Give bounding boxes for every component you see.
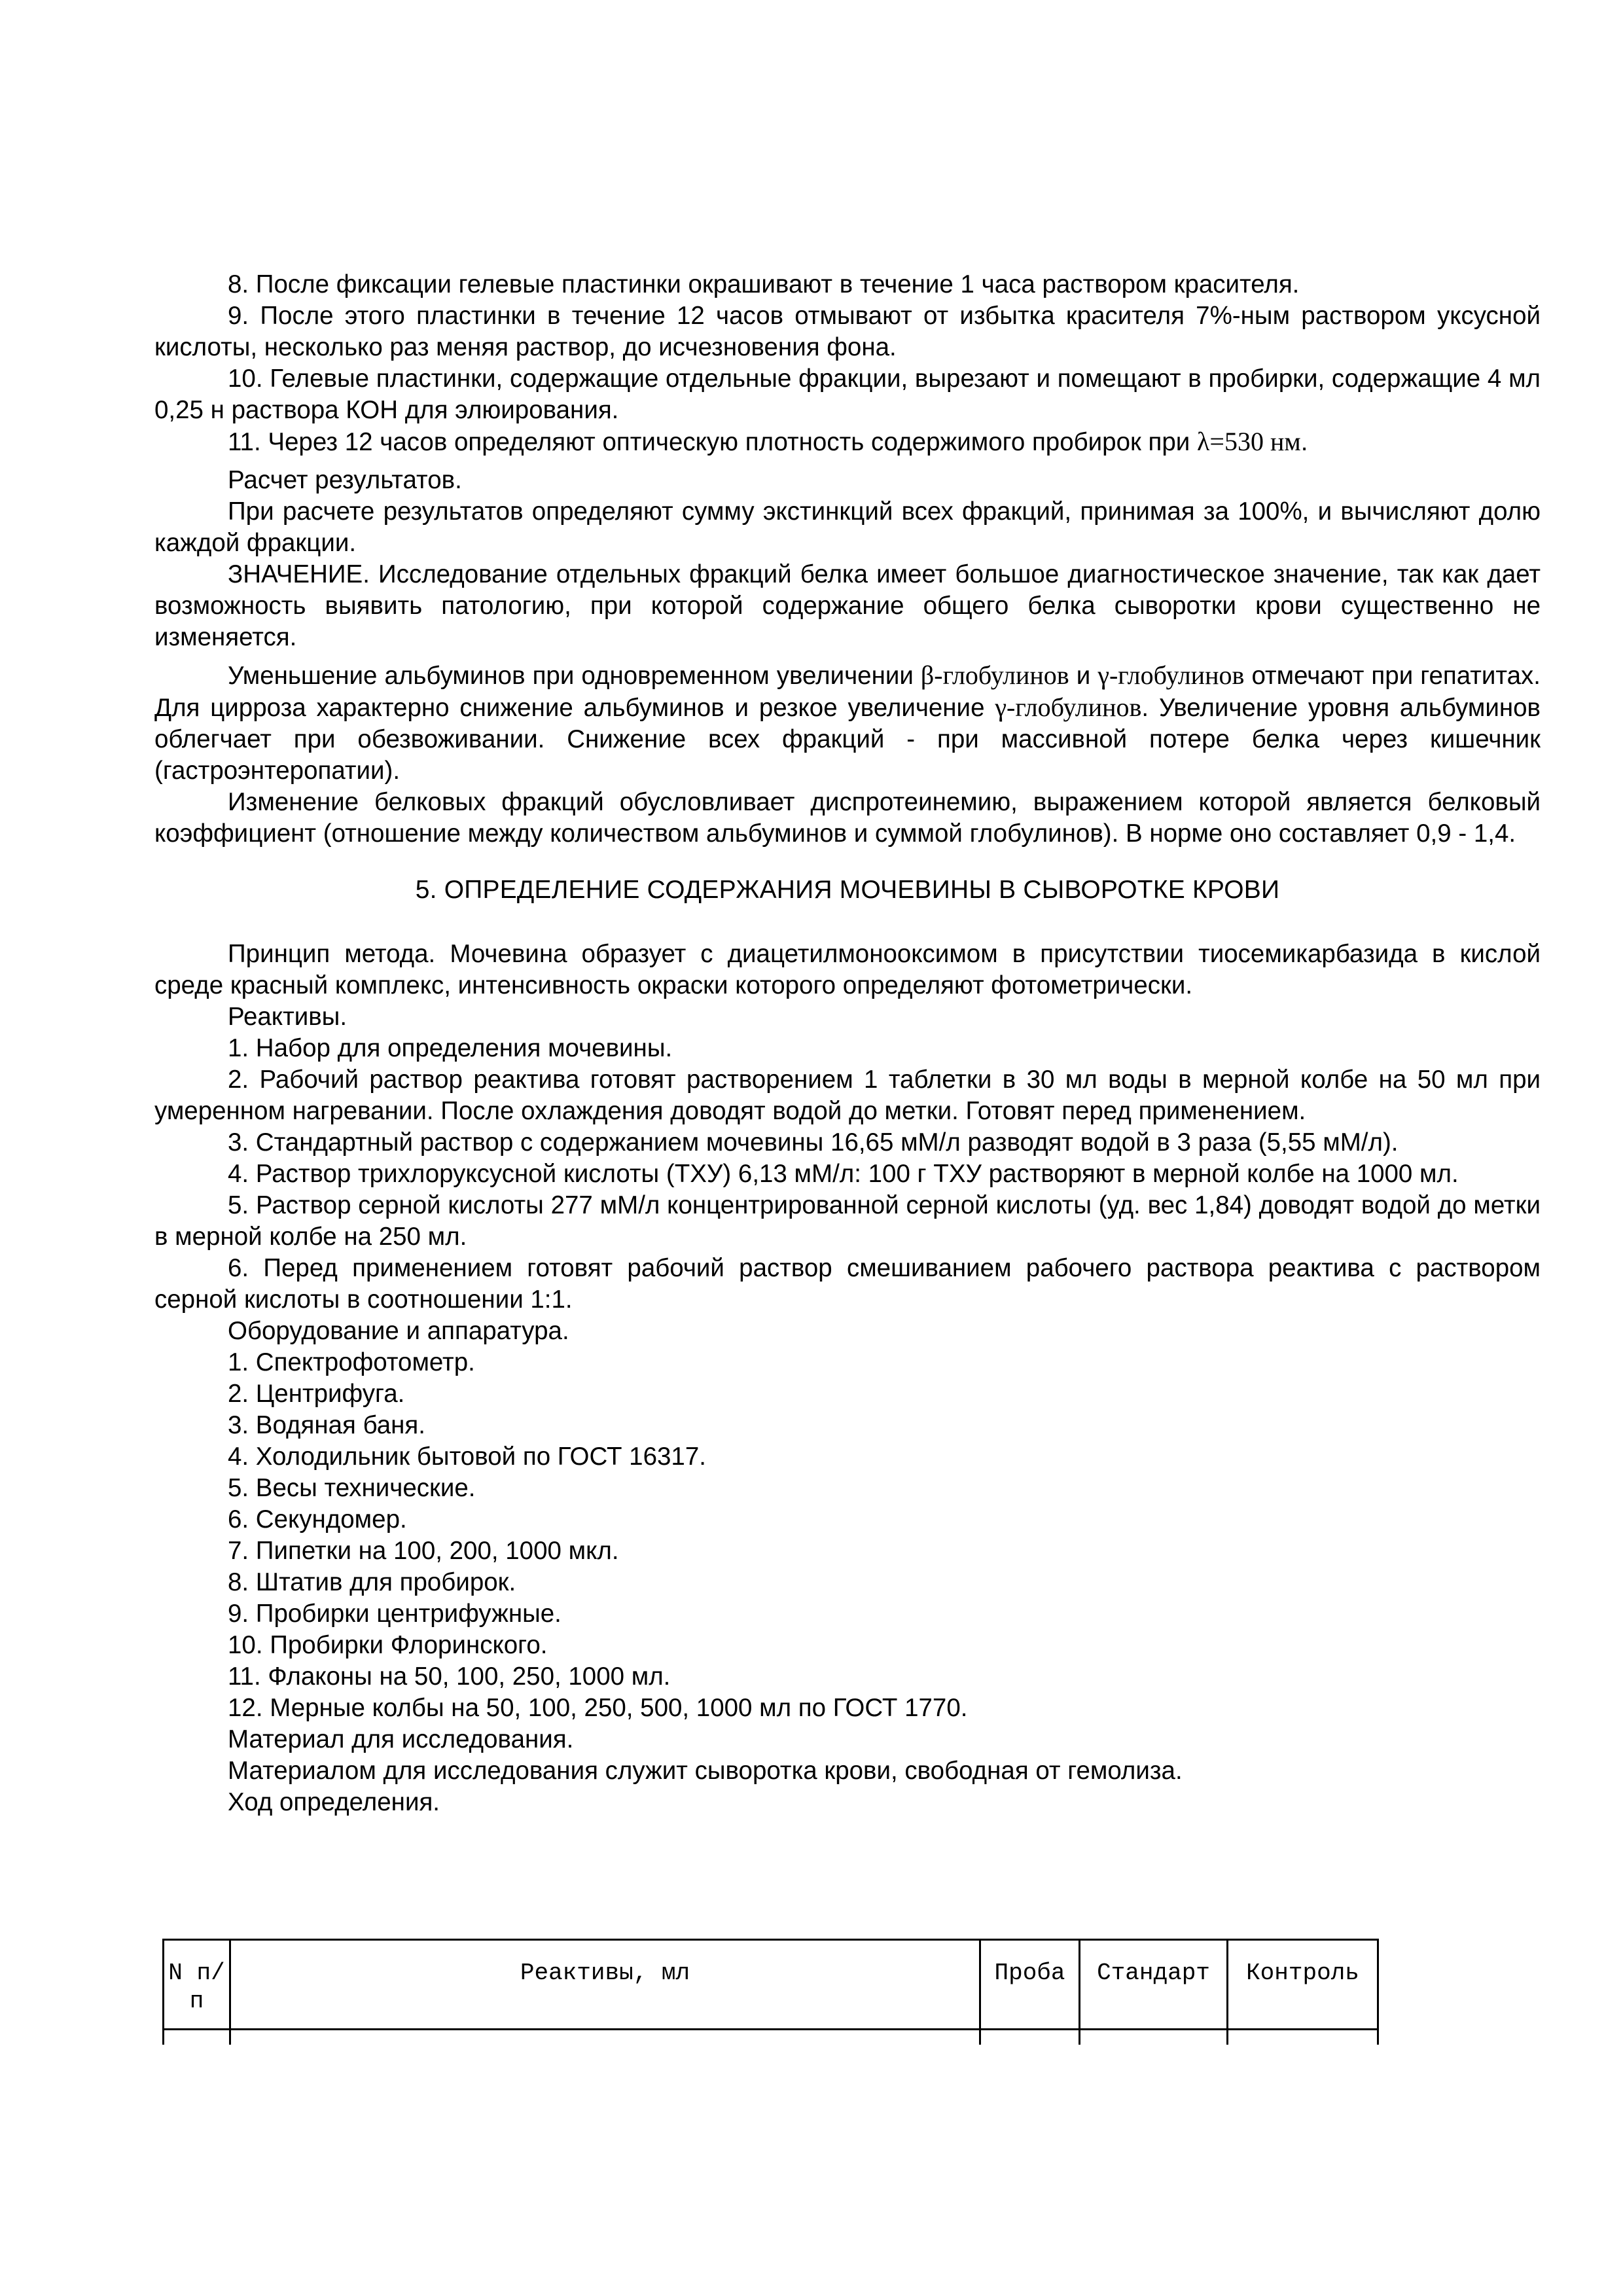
table-cell bbox=[1080, 2030, 1228, 2045]
reagent-item: 6. Перед применением готовят рабочий раствор смешиванием рабочего раствора реактива с раствором серной кислоты в соотношении 1:1. bbox=[154, 1254, 1541, 1314]
table-row bbox=[164, 2030, 1378, 2045]
beta-globulins: β-глобулинов bbox=[920, 660, 1069, 690]
equipment-title: Оборудование и аппаратура. bbox=[228, 1317, 569, 1345]
paragraph-step-11 bbox=[154, 426, 1541, 458]
document-body bbox=[154, 269, 1541, 1818]
paragraph-step-10: 10. Гелевые пластинки, содержащие отдельные фракции, вырезают и помещают в пробирки, содержащие 4 мл 0,25 н раствора КОН для элюирования. bbox=[154, 365, 1541, 424]
equipment-item: 8. Штатив для пробирок. bbox=[228, 1568, 516, 1596]
equipment-item: 1. Спектрофотометр. bbox=[228, 1348, 475, 1376]
principle-text: Принцип метода. Мочевина образует с диацетилмонооксимом в присутствии тиосемикарбазида в кислой среде красный комплекс, интенсивность окраски которого определяют фотометрически. bbox=[154, 940, 1541, 999]
paragraph-step-8: 8. После фиксации гелевые пластинки окрашивают в течение 1 часа раствором красителя. bbox=[228, 270, 1300, 298]
equipment-item: 3. Водяная баня. bbox=[228, 1411, 425, 1439]
procedure-title: Ход определения. bbox=[228, 1788, 440, 1816]
reagent-item: 5. Раствор серной кислоты 277 мМ/л концентрированной серной кислоты (уд. вес 1,84) доводят водой до метки в мерной колбе на 250 мл. bbox=[154, 1191, 1541, 1251]
header-reagents: Реактивы, мл bbox=[230, 1940, 980, 2030]
equipment-item: 7. Пипетки на 100, 200, 1000 мкл. bbox=[228, 1537, 619, 1565]
albumin-text-1: Уменьшение альбуминов при одновременном увеличении bbox=[228, 662, 914, 690]
albumin-paragraph bbox=[154, 660, 1541, 787]
equipment-item: 5. Весы технические. bbox=[228, 1474, 476, 1502]
table-header-row bbox=[164, 1940, 1378, 2030]
step-11-end: . bbox=[1300, 428, 1308, 456]
reagents-title: Реактивы. bbox=[228, 1003, 348, 1031]
paragraph-step-9: 9. После этого пластинки в течение 12 часов отмывают от избытка красителя 7%-ным раствором уксусной кислоты, несколько раз меняя раствор, до исчезновения фона. bbox=[154, 302, 1541, 361]
material-title: Материал для исследования. bbox=[228, 1725, 574, 1753]
reagent-item: 3. Стандартный раствор с содержанием мочевины 16,65 мМ/л разводят водой в 3 раза (5,55 мМ/л). bbox=[228, 1128, 1399, 1157]
gamma-globulins-1: γ-глобулинов bbox=[1097, 660, 1245, 690]
dysproteinemia-text: Изменение белковых фракций обусловливает диспротеинемию, выражением которой является белковый коэффициент (отношение между количеством альбуминов и суммой глобулинов). В норме оно составляет 0,9 - 1,4. bbox=[154, 788, 1541, 848]
calc-title: Расчет результатов. bbox=[228, 466, 462, 494]
equipment-item: 2. Центрифуга. bbox=[228, 1380, 405, 1408]
header-sample: Проба bbox=[980, 1940, 1080, 2030]
reagent-item: 4. Раствор трихлоруксусной кислоты (ТХУ) 6,13 мМ/л: 100 г ТХУ растворяют в мерной колбе на 1000 мл. bbox=[228, 1160, 1459, 1188]
table-cell bbox=[980, 2030, 1080, 2045]
calc-text: При расчете результатов определяют сумму экстинкций всех фракций, принимая за 100%, и вычисляют долю каждой фракции. bbox=[154, 497, 1541, 557]
reagent-item: 1. Набор для определения мочевины. bbox=[228, 1034, 673, 1062]
reagent-item: 2. Рабочий раствор реактива готовят растворением 1 таблетки в 30 мл воды в мерной колбе на 50 мл при умеренном нагревании. После охлаждения доводят водой до метки. Готовят перед применением. bbox=[154, 1066, 1541, 1125]
equipment-item: 4. Холодильник бытовой по ГОСТ 16317. bbox=[228, 1443, 706, 1471]
table-cell bbox=[1228, 2030, 1378, 2045]
gamma-globulins-2: γ-глобулинов bbox=[995, 692, 1142, 722]
section-title: 5. ОПРЕДЕЛЕНИЕ СОДЕРЖАНИЯ МОЧЕВИНЫ В СЫВОРОТКЕ КРОВИ bbox=[415, 876, 1280, 904]
reagents-table bbox=[162, 1939, 1379, 2045]
albumin-text-2: отмечают при гепатитах. Для цирроза характерно снижение альбуминов и резкое увеличение bbox=[154, 662, 1541, 722]
wavelength-formula: λ=530 нм bbox=[1197, 427, 1301, 456]
albumin-and: и bbox=[1076, 662, 1091, 690]
table-cell bbox=[230, 2030, 980, 2045]
header-standard: Стандарт bbox=[1080, 1940, 1228, 2030]
equipment-item: 9. Пробирки центрифужные. bbox=[228, 1600, 562, 1628]
step-11-text: 11. Через 12 часов определяют оптическую плотность содержимого пробирок при bbox=[228, 428, 1190, 456]
material-text: Материалом для исследования служит сыворотка крови, свободная от гемолиза. bbox=[228, 1757, 1183, 1785]
equipment-item: 12. Мерные колбы на 50, 100, 250, 500, 1000 мл по ГОСТ 1770. bbox=[228, 1694, 968, 1722]
equipment-item: 6. Секундомер. bbox=[228, 1505, 407, 1534]
table-cell bbox=[164, 2030, 230, 2045]
equipment-item: 10. Пробирки Флоринского. bbox=[228, 1631, 548, 1659]
header-control: Контроль bbox=[1228, 1940, 1378, 2030]
albumin-text-3: . Увеличение уровня альбуминов облегчает при обезвоживании. Снижение всех фракций - при массивной потере белка через кишечник (гастроэнтеропатии). bbox=[154, 694, 1541, 785]
header-number: N п/п bbox=[164, 1940, 230, 2030]
equipment-item: 11. Флаконы на 50, 100, 250, 1000 мл. bbox=[228, 1662, 671, 1691]
significance-text: ЗНАЧЕНИЕ. Исследование отдельных фракций белка имеет большое диагностическое значение, так как дает возможность выявить патологию, при которой содержание общего белка сыворотки крови существенно не изменяется. bbox=[154, 560, 1541, 651]
